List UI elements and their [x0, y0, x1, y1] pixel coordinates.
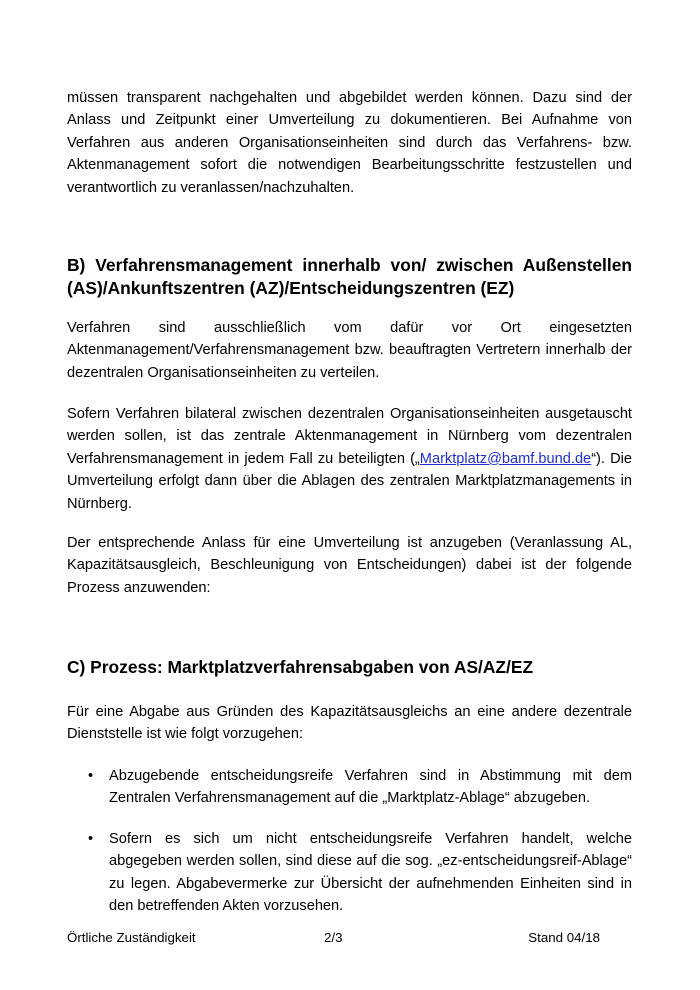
section-b-paragraph-2-end: “). Die Umverteilung erfolgt dann über die Ablagen des zentralen Marktplatzmanagements in Nürnberg.	[67, 450, 632, 512]
bullet-text-2: Sofern es sich um nicht entscheidungsreife Verfahren handelt, welche abgegeben werden sollen, sind diese auf die sog. „ez-entscheidungsreif-Ablage“ zu legen. Abgabevermerke zur Übersicht der aufnehmenden Einheiten sind in den betreffenden Akten vorzusehen.	[109, 831, 632, 915]
section-b-para1-wrap	[67, 317, 632, 384]
page-number: 2/3	[324, 930, 343, 945]
section-b-paragraph-1: Verfahren sind ausschließlich vom dafür vor Ort eingesetzten Aktenmanagement/Verfahrensmanagement bzw. beauftragten Vertretern innerhalb der dezentralen Organisationseinheiten zu verteilen.	[67, 320, 632, 381]
section-b-para2-wrap	[67, 403, 632, 515]
bullet-icon: •	[88, 768, 94, 784]
intro-section	[67, 87, 632, 199]
marktplatz-email-link[interactable]: Marktplatz@bamf.bund.de	[419, 450, 592, 467]
section-c-bullet-list	[67, 765, 632, 810]
section-b-para3-wrap	[67, 532, 632, 599]
intro-paragraph: müssen transparent nachgehalten und abgebildet werden können. Dazu sind der Anlass und Zeitpunkt einer Umverteilung zu dokumentieren. Bei Aufnahme von Verfahren aus anderen Organisationseinheiten sind durch das Verfahrens- bzw. Aktenmanagement sofort die notwendigen Bearbeitungsschritte festzustellen und verantwortlich zu veranlassen/nachzuhalten.	[67, 90, 632, 196]
section-c-intro-wrap	[67, 701, 632, 746]
section-b	[67, 254, 632, 299]
section-b-paragraph-3: Der entsprechende Anlass für eine Umverteilung ist anzugeben (Veranlassung AL, Kapazitätsausgleich, Beschleunigung von Entscheidungen) dabei ist der folgende Prozess anzuwenden:	[67, 535, 632, 596]
footer-title: Örtliche Zuständigkeit	[67, 930, 196, 945]
section-b-heading-line1: B) Verfahrensmanagement innerhalb von/ zwischen Außenstellen	[67, 255, 632, 275]
footer-status: Stand 04/18	[528, 930, 600, 945]
list-item	[67, 828, 632, 918]
section-c	[67, 656, 632, 679]
section-c-heading: C) Prozess: Marktplatzverfahrensabgaben von AS/AZ/EZ	[67, 657, 534, 677]
section-c-bullet-list-2	[67, 828, 632, 918]
section-b-heading	[67, 254, 632, 299]
section-b-paragraph-2	[67, 403, 632, 515]
list-item	[67, 765, 632, 810]
section-c-intro: Für eine Abgabe aus Gründen des Kapazitätsausgleichs an eine andere dezentrale Dienststelle ist wie folgt vorzugehen:	[67, 704, 632, 743]
section-b-paragraph-2-start: Sofern Verfahren bilateral zwischen dezentralen Organisationseinheiten ausgetauscht werden sollen, ist das zentrale Aktenmanagement in Nürnberg vom dezentralen Verfahrensmanagement in jedem Fall zu beteiligten („	[67, 406, 632, 467]
bullet-text-1: Abzugebende entscheidungsreife Verfahren sind in Abstimmung mit dem Zentralen Verfahrensmanagement auf die „Marktplatz-Ablage“ abzugeben.	[109, 768, 632, 807]
section-b-heading-line2: (AS)/Ankunftszentren (AZ)/Entscheidungszentren (EZ)	[67, 277, 515, 298]
page-footer	[67, 930, 600, 950]
bullet-icon: •	[88, 831, 94, 847]
